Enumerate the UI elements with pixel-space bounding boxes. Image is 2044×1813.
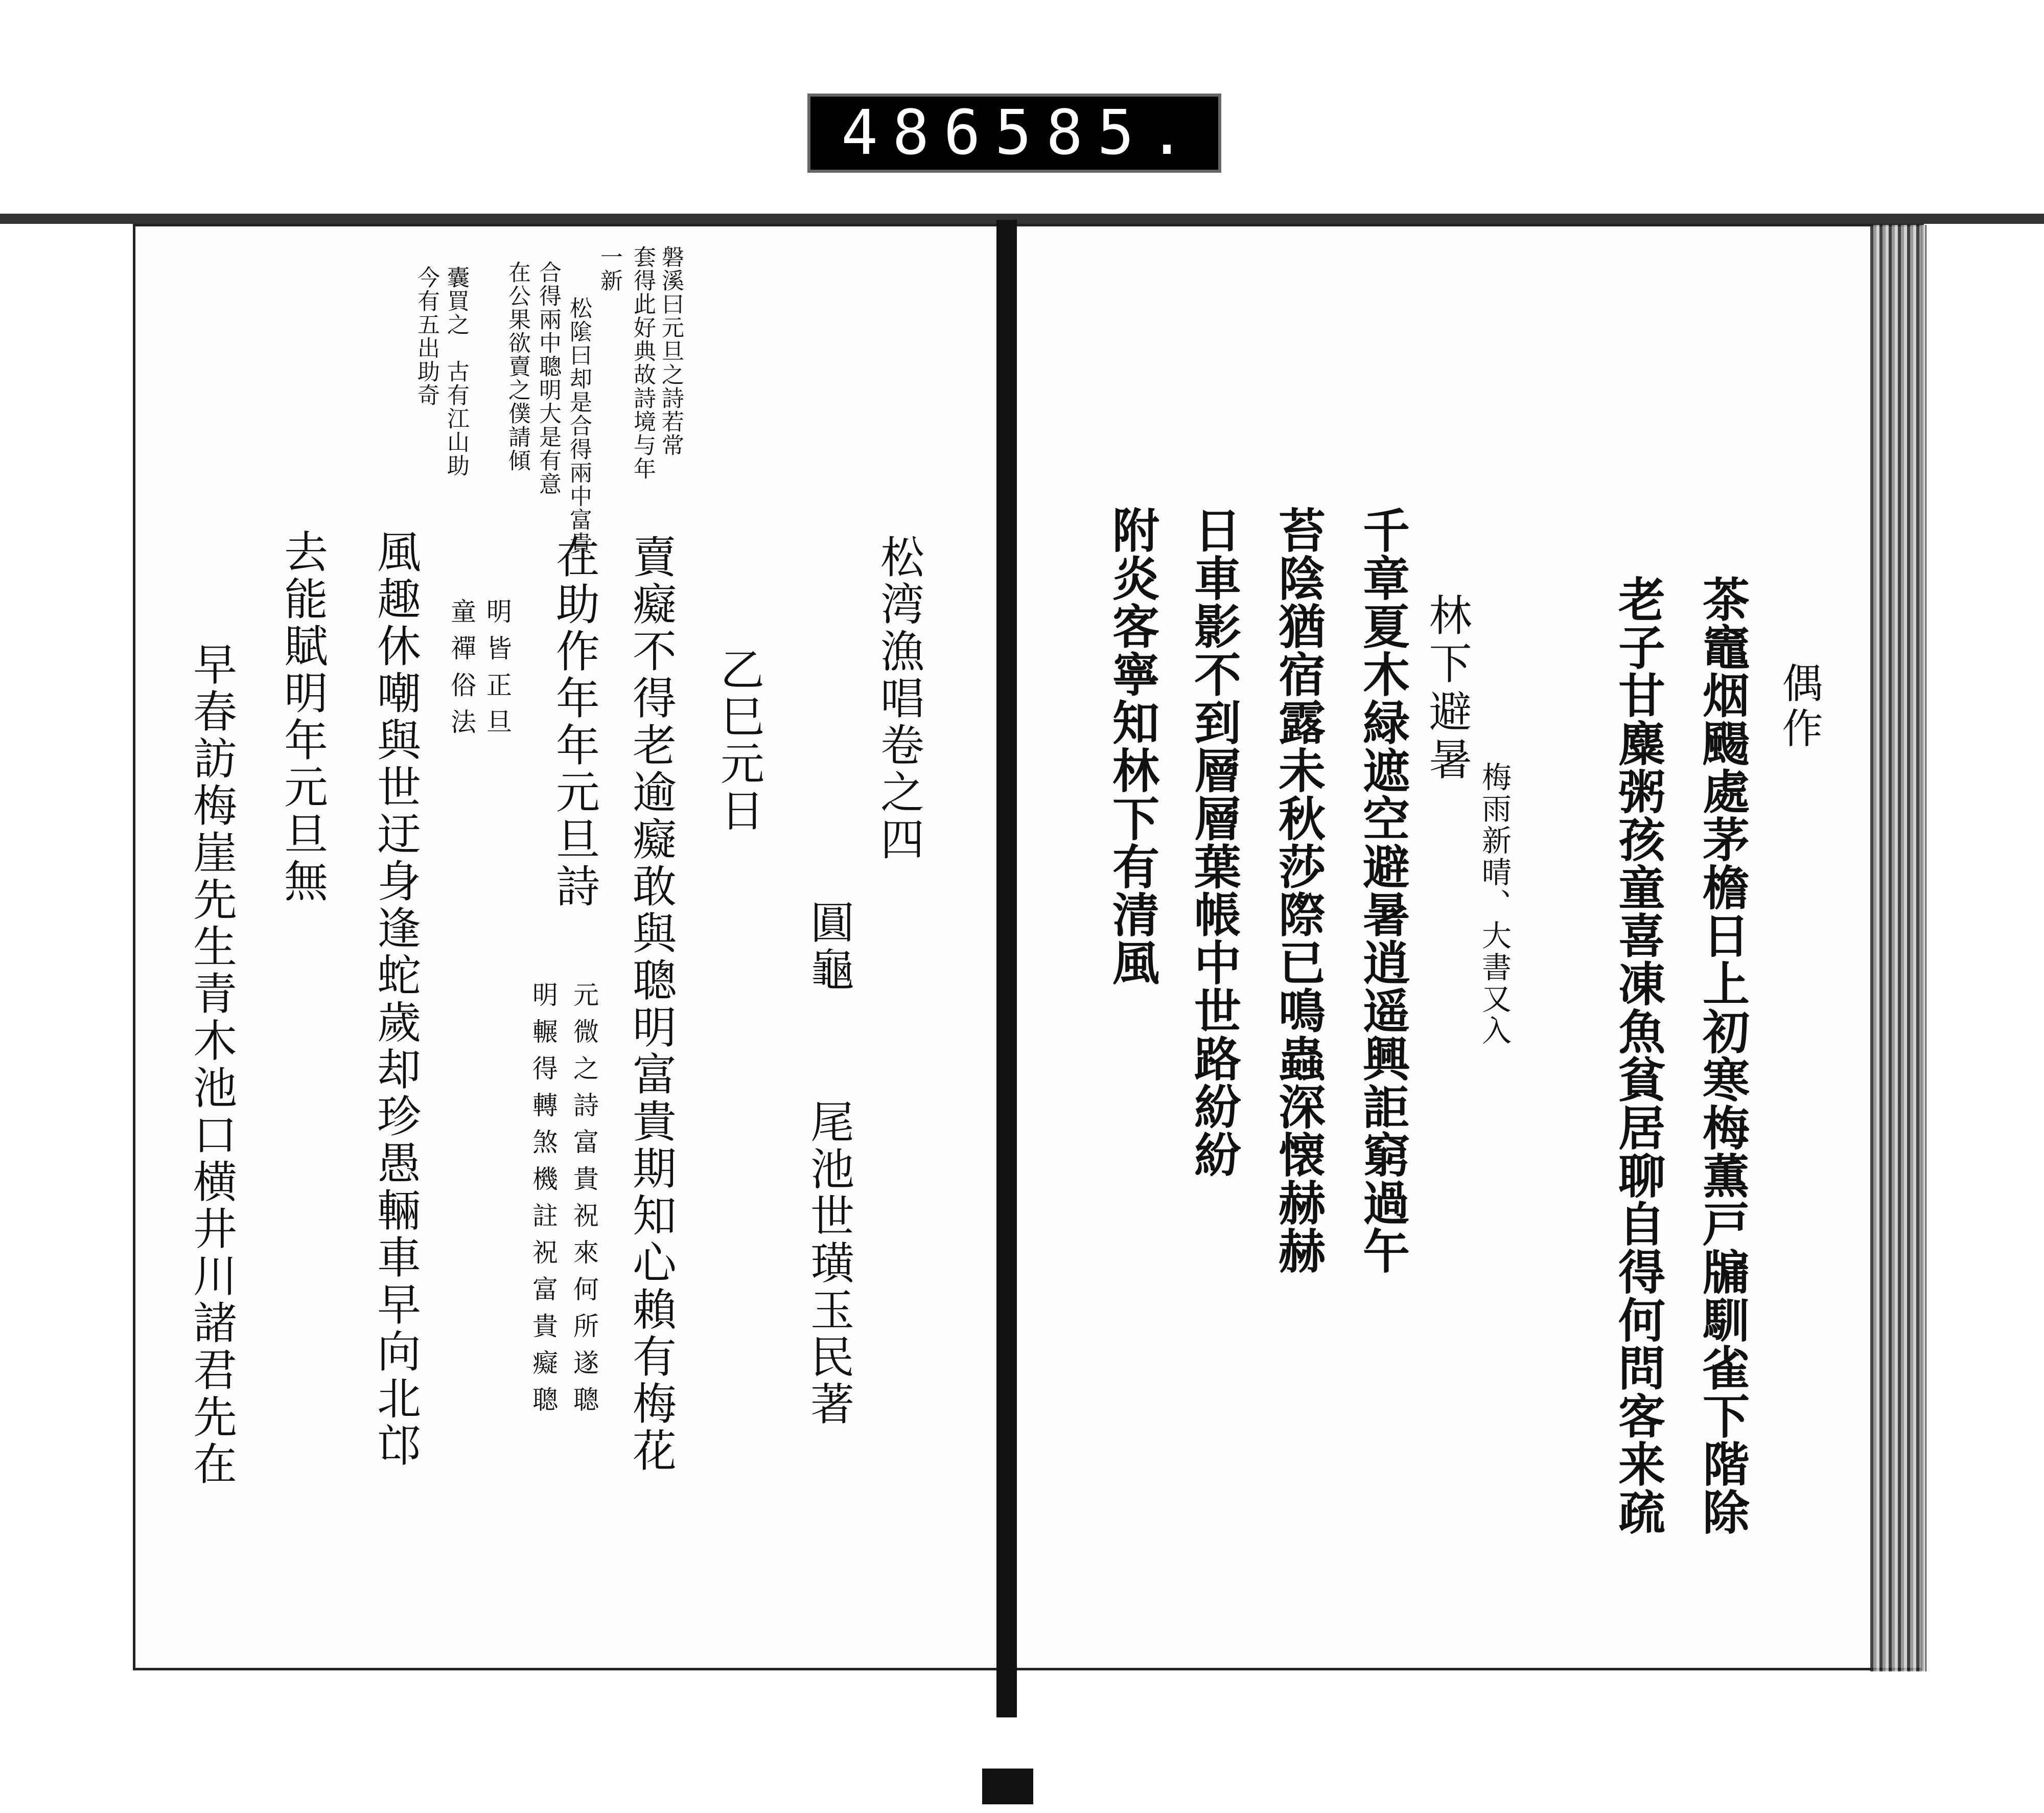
book-page-edges	[1870, 225, 1926, 1671]
commentary-line-6: 在公果欲賣之僕請傾	[504, 261, 530, 472]
commentary-line-4: 松隂曰却是合得兩中富貴	[566, 296, 592, 555]
commentary-line-3: 一新	[596, 245, 622, 292]
commentary-line-1: 磐溪曰元旦之詩若常	[658, 245, 684, 457]
poem3-title: 早春訪梅崖先生青木池口横井川諸君先在	[185, 641, 237, 1488]
poem-a-line1: 茶竈烟颺處茅檐日上初寒梅薫戸牖馴雀下階除	[1695, 575, 1750, 1536]
poem-b-line4: 附炎客寧知林下有清風	[1105, 506, 1160, 986]
poem1-annotation-1: 元微之詩富貴祝來何所遂聰	[569, 981, 599, 1423]
poem-b-line1: 千章夏木緑遮空避暑逍遥興詎窮過午	[1355, 506, 1410, 1275]
author-name: 尾池世璜玉民著	[803, 1099, 854, 1428]
poem1-annotation-2: 明輾得轉煞機註祝富貴癡聰	[528, 981, 558, 1423]
poem1-line2: 在助作年年元旦詩	[548, 534, 599, 910]
scan-top-rule	[0, 214, 2044, 224]
book-spine	[996, 220, 1017, 1717]
commentary-line-7: 囊買之 古有江山助	[443, 266, 469, 477]
author-origin: 圓龜	[803, 900, 854, 994]
frame-number-left: 486	[841, 97, 995, 169]
poem1-annotation-3: 明皆正旦	[482, 598, 512, 745]
commentary-line-8: 今有五出助奇	[413, 266, 439, 407]
poem1-annotation-4: 童禪俗法	[447, 598, 476, 745]
poem-b-annotation: 梅雨新晴、大書又入	[1477, 762, 1512, 1047]
poem2-line1: 風趣休嘲與世迂身逢蛇歲却珍愚輛車早向北邙	[369, 529, 421, 1470]
poem-b-line2: 苔陰猶宿露未秋莎際已鳴蟲深懐赫赫	[1271, 506, 1326, 1275]
poem2-line2: 去能賦明年元旦無	[276, 529, 328, 905]
poem-b-line3: 日車影不到層層葉帳中世路紛紛	[1187, 506, 1242, 1179]
commentary-line-5: 合得兩中聰明大是有意	[535, 261, 561, 496]
commentary-line-2: 套得此好典故詩境与年	[630, 245, 656, 480]
poem1-line1: 賣癡不得老逾癡敢與聰明富貴期知心賴有梅花	[625, 534, 676, 1475]
book-spine-foot	[982, 1769, 1033, 1804]
frame-number-label	[807, 94, 1221, 173]
poem1-title: 乙巳元日	[713, 647, 764, 835]
frame-number-right: 585.	[994, 97, 1200, 169]
poem-a-line2: 老子甘麋粥孩童喜凍魚貧居聊自得何問客来疏	[1611, 575, 1666, 1536]
poem-a-title: 偶作	[1775, 662, 1823, 752]
volume-title: 松湾漁唱卷之四	[873, 534, 924, 863]
poem-b-title: 林下避暑	[1422, 593, 1472, 785]
